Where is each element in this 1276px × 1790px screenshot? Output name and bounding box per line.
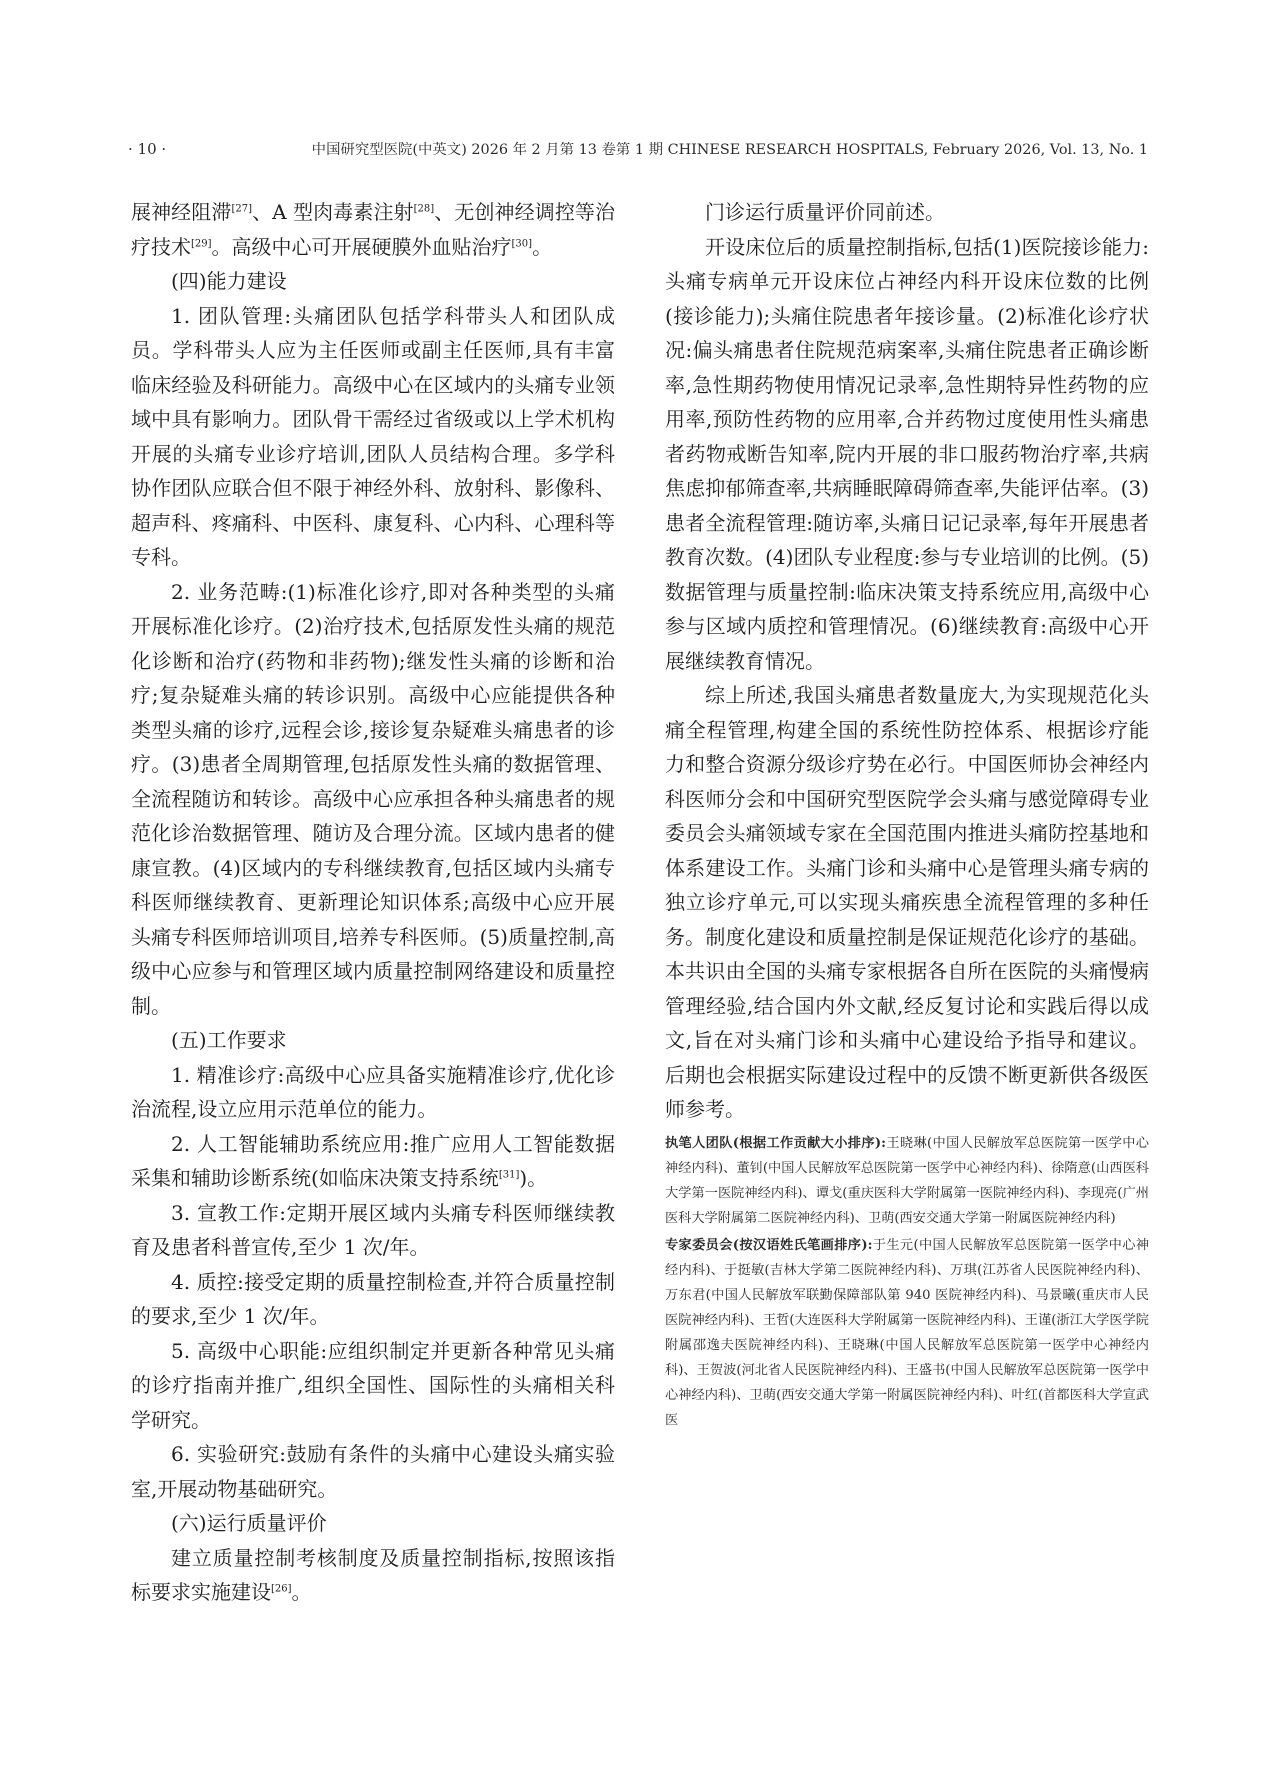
citation-ref: [26] — [271, 1583, 292, 1595]
paragraph-ai-system — [131, 1127, 615, 1196]
text-fragment: 。 — [291, 1580, 312, 1604]
paragraph-quality-system — [131, 1541, 615, 1610]
citation-ref: [27] — [231, 203, 252, 215]
paragraph-outpatient-evaluation: 门诊运行质量评价同前述。 — [705, 200, 945, 224]
paragraph-quality-control: 4. 质控:接受定期的质量控制检查,并符合质量控制的要求,至少 1 次/年。 — [131, 1269, 615, 1328]
paragraph-precise-diagnosis: 1. 精准诊疗:高级中心应具备实施精准诊疗,优化诊治流程,设立应用示范单位的能力。 — [131, 1062, 615, 1121]
text-fragment: 、无创神经调控等治疗技术 — [131, 200, 616, 259]
text-fragment: 。 — [532, 234, 553, 259]
section-heading-evaluation: (六)运行质量评价 — [171, 1511, 327, 1535]
citation-ref: [29] — [191, 237, 212, 249]
citation-ref: [31] — [498, 1169, 520, 1181]
paragraph-summary: 综上所述,我国头痛患者数量庞大,为实现规范化头痛全程管理,构建全国的系统性防控体系、根据诊疗能力和整合资源分级诊疗势在必行。中国医师协会神经内科医师分会和中国研究型医院学会头痛与感觉障碍专业委员会头痛领域专家在全国范围内推进头痛防控基地和体系建设工作。头痛门诊和头痛中心是管理头痛专病的独立诊疗单元,可以实现头痛疾患全流程管理的多种任务。制度化建设和质量控制是保证规范化诊疗的基础。本共识由全国的头痛专家根据各自所在医院的头痛慢病管理经验,结合国内外文献,经反复讨论和实践后得以成文,旨在对头痛门诊和头痛中心建设给予指导和建议。后期也会根据实际建设过程中的反馈不断更新供各级医师参考。 — [665, 683, 1149, 1121]
text-fragment: 、A 型肉毒素注射 — [252, 200, 414, 224]
left-column — [131, 195, 615, 1610]
experts-list: 于生元(中国人民解放军总医院第一医学中心神经内科)、于挺敏(吉林大学第二医院神经内科)、万琪(江苏省人民医院神经内科)、万东君(中国人民解放军联勤保障部队第 940 医院神经内科)、马景曦(重庆市人民医院神经内科)、王哲(大连医科大学附属第一医院神经内科)、王谨(浙江大学医学院附属邵逸夫医院神经内科)、王晓琳(中国人民解放军总医院第一医学中心神经内科)、王贺波(河北省人民医院神经内科)、王盛书(中国人民解放军总医院第一医学中心神经内科)、卫萌(西安交通大学第一附属医院神经内科)、叶红(首都医科大学宣武医 — [665, 1237, 1149, 1428]
citation-ref: [28] — [413, 203, 435, 215]
text-fragment: 。高级中心可开展硬膜外血贴治疗 — [211, 234, 512, 259]
paragraph-inpatient-indicators: 开设床位后的质量控制指标,包括(1)医院接诊能力:头痛专病单元开设床位占神经内科开设床位数的比例(接诊能力);头痛住院患者年接诊量。(2)标准化诊疗状况:偏头痛患者住院规范病案率,头痛住院患者正确诊断率,急性期药物使用情况记录率,急性期特异性药物的应用率,预防性药物的应用率,合并药物过度使用性头痛患者药物戒断告知率,院内开展的非口服药物治疗率,共病焦虑抑郁筛查率,共病睡眠障碍筛查率,失能评估率。(3)患者全流程管理:随访率,头痛日记记录率,每年开展患者教育次数。(4)团队专业程度:参与专业培训的比例。(5)数据管理与质量控制:临床决策支持系统应用,高级中心参与区域内质控和管理情况。(6)继续教育:高级中心开展继续教育情况。 — [665, 234, 1149, 673]
citation-ref: [30] — [511, 237, 533, 249]
page-number: · 10 · — [128, 140, 167, 158]
experts-label: 专家委员会(按汉语姓氏笔画排序): — [665, 1237, 873, 1253]
text-fragment: 展神经阻滞 — [131, 200, 232, 224]
text-fragment: 2. 人工智能辅助系统应用:推广应用人工智能数据采集和辅助诊断系统(如临床决策支持系统 — [131, 1131, 615, 1190]
writers-label: 执笔人团队(根据工作贡献大小排序): — [665, 1135, 886, 1151]
experts-credit — [665, 1233, 1149, 1433]
paragraph-experimental-research: 6. 实验研究:鼓励有条件的头痛中心建设头痛实验室,开展动物基础研究。 — [131, 1442, 615, 1501]
paragraph-intro-treatments — [131, 195, 615, 264]
writers-list: 王晓琳(中国人民解放军总医院第一医学中心神经内科)、董钊(中国人民解放军总医院第一医学中心神经内科)、徐隋意(山西医科大学第一医院神经内科)、谭戈(重庆医科大学附属第一医院神经内科)、李现亮(广州医科大学附属第二医院神经内科)、卫萌(西安交通大学第一附属医院神经内科) — [665, 1135, 1149, 1226]
paragraph-advanced-center-function: 5. 高级中心职能:应组织制定并更新各种常见头痛的诊疗指南并推广,组织全国性、国际性的头痛相关科学研究。 — [131, 1338, 615, 1432]
journal-citation: 中国研究型医院(中英文) 2026 年 2 月第 13 卷第 1 期 CHINESE RESEARCH HOSPITALS, February 2026, Vol. 13, No. 1 — [311, 142, 1148, 158]
text-fragment: 建立质量控制考核制度及质量控制指标,按照该指标要求实施建设 — [131, 1545, 615, 1604]
running-header — [128, 138, 1148, 159]
paragraph-business-scope: 2. 业务范畴:(1)标准化诊疗,即对各种类型的头痛开展标准化诊疗。(2)治疗技术,包括原发性头痛的规范化诊断和治疗(药物和非药物);继发性头痛的诊断和治疗;复杂疑难头痛的转诊识别。高级中心应能提供各种类型头痛的诊疗,远程会诊,接诊复杂疑难头痛患者的诊疗。(3)患者全周期管理,包括原发性头痛的数据管理、全流程随访和转诊。高级中心应承担各种头痛患者的规范化诊治数据管理、随访及合理分流。区域内患者的健康宣教。(4)区域内的专科继续教育,包括区域内头痛专科医师继续教育、更新理论知识体系;高级中心应开展头痛专科医师培训项目,培养专科医师。(5)质量控制,高级中心应参与和管理区域内质量控制网络建设和质量控制。 — [131, 579, 615, 1018]
paragraph-team-management: 1. 团队管理:头痛团队包括学科带头人和团队成员。学科带头人应为主任医师或副主任医师,具有丰富临床经验及科研能力。高级中心在区域内的头痛专业领域中具有影响力。团队骨干需经过省级或以上学术机构开展的头痛专业诊疗培训,团队人员结构合理。多学科协作团队应联合但不限于神经外科、放射科、影像科、超声科、疼痛科、中医科、康复科、心内科、心理科等专科。 — [131, 303, 615, 569]
text-fragment: )。 — [519, 1166, 548, 1190]
section-heading-capacity: (四)能力建设 — [171, 269, 287, 293]
section-heading-requirements: (五)工作要求 — [171, 1028, 287, 1052]
right-column — [665, 195, 1149, 1433]
paragraph-education: 3. 宣教工作:定期开展区域内头痛专科医师继续教育及患者科普宣传,至少 1 次/年。 — [131, 1200, 615, 1259]
writers-credit — [665, 1131, 1149, 1231]
